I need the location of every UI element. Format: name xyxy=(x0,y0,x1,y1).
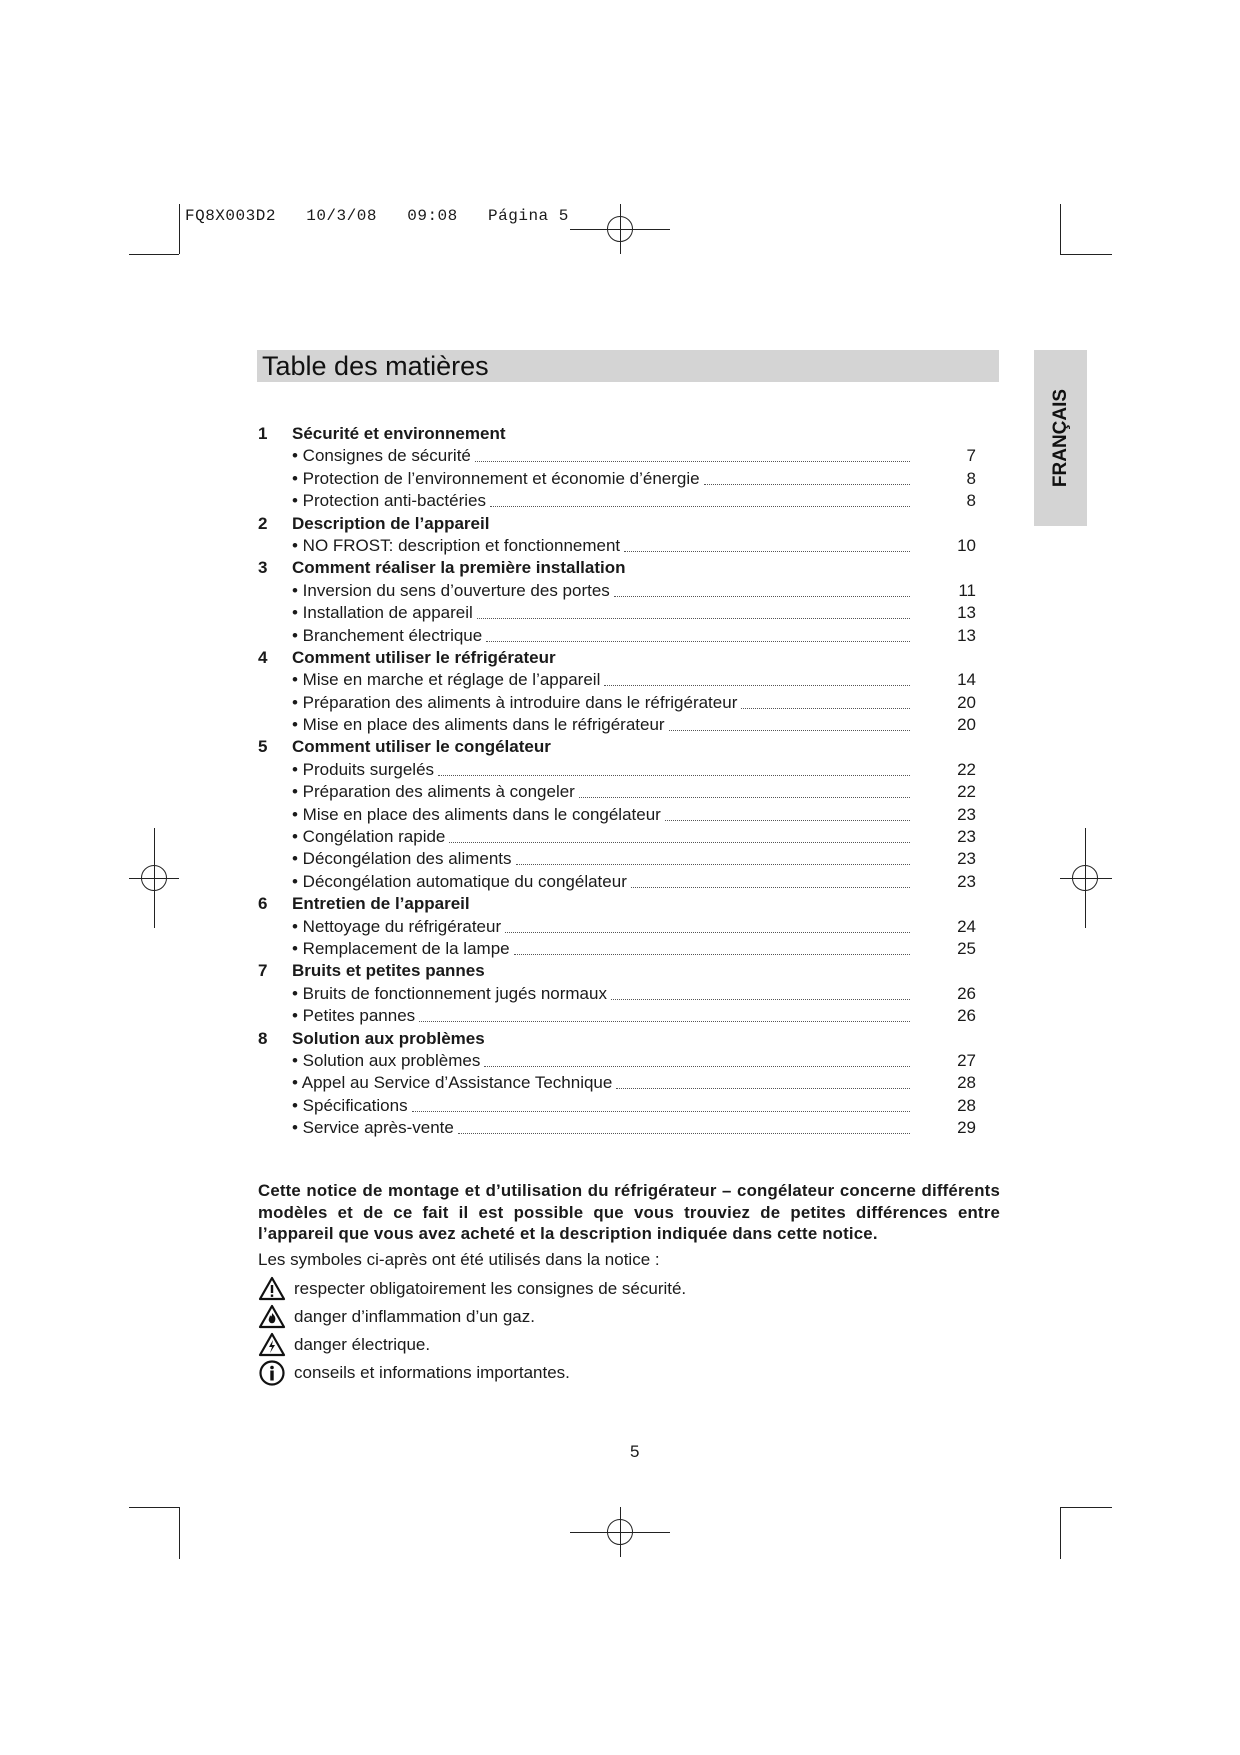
toc-entry-page: 26 xyxy=(957,983,976,1003)
toc-entry-page: 11 xyxy=(958,580,976,600)
dot-leader xyxy=(490,490,910,507)
language-tab-label: FRANÇAIS xyxy=(1049,388,1071,488)
toc-entry-page: 7 xyxy=(966,446,976,466)
section-title: Comment utiliser le congélateur xyxy=(292,737,551,757)
toc-entry-page: 25 xyxy=(957,938,976,958)
toc-entry-label: • Protection anti-bactéries xyxy=(292,491,486,511)
dot-leader xyxy=(419,1005,910,1022)
toc-section xyxy=(258,557,986,647)
toc-entry-page: 28 xyxy=(957,1095,976,1115)
symbols-intro: Les symboles ci-après ont été utilisés dans la notice : xyxy=(258,1250,660,1269)
section-title: Description de l’appareil xyxy=(292,513,490,533)
toc-entry xyxy=(258,938,986,960)
section-title: Solution aux problèmes xyxy=(292,1028,485,1048)
section-number: 7 xyxy=(258,961,268,981)
toc-entry-label: • Mise en place des aliments dans le congélateur xyxy=(292,804,661,824)
toc-entry-label: • Protection de l’environnement et économie d’énergie xyxy=(292,468,700,488)
toc-entry-label: • Inversion du sens d’ouverture des portes xyxy=(292,580,610,600)
toc-entry-page: 8 xyxy=(966,491,976,511)
section-number: 1 xyxy=(258,424,268,443)
toc-entry-label: • Bruits de fonctionnement jugés normaux xyxy=(292,983,607,1003)
toc-entry-page: 27 xyxy=(957,1050,976,1070)
dot-leader xyxy=(579,781,910,798)
toc-entry xyxy=(258,983,986,1005)
toc-entry-page: 22 xyxy=(957,782,976,802)
title-bar xyxy=(257,350,999,382)
toc-entry xyxy=(258,580,986,602)
dot-leader xyxy=(741,692,910,709)
toc-entry xyxy=(258,490,986,512)
symbol-text: respecter obligatoirement les consignes de sécurité. xyxy=(294,1279,687,1298)
toc-entry xyxy=(258,535,986,557)
toc-entry xyxy=(258,848,986,870)
toc-entry xyxy=(258,1095,986,1117)
dot-leader xyxy=(665,804,910,821)
toc-entry-page: 26 xyxy=(957,1006,976,1026)
toc-entry-label: • Installation de appareil xyxy=(292,603,473,623)
toc-entry-label: • Préparation des aliments à congeler xyxy=(292,782,575,802)
dot-leader xyxy=(475,445,910,462)
electric-warning-icon xyxy=(258,1332,286,1358)
toc-entry xyxy=(258,1005,986,1027)
section-title: Sécurité et environnement xyxy=(292,424,506,443)
section-number: 5 xyxy=(258,737,268,757)
dot-leader xyxy=(477,602,910,619)
toc-entry-label: • Petites pannes xyxy=(292,1006,416,1026)
toc-entry-label: • Décongélation automatique du congélateur xyxy=(292,871,627,891)
toc-entry-page: 22 xyxy=(957,759,976,779)
section-title: Entretien de l’appareil xyxy=(292,894,470,914)
toc-entry xyxy=(258,692,986,714)
toc-section-heading xyxy=(258,1028,986,1050)
symbol-row xyxy=(258,1332,430,1358)
toc-entry-page: 10 xyxy=(957,535,976,555)
section-title: Comment réaliser la première installation xyxy=(292,558,626,578)
toc-entry-label: • Décongélation des aliments xyxy=(292,849,512,869)
toc-entry xyxy=(258,602,986,624)
dot-leader xyxy=(624,535,910,552)
toc-entry-page: 23 xyxy=(957,871,976,891)
toc-section xyxy=(258,423,986,513)
toc-entry-page: 23 xyxy=(957,849,976,869)
toc-section xyxy=(258,513,986,558)
toc-section-heading xyxy=(258,513,986,535)
dot-leader xyxy=(616,1072,910,1089)
toc-section-heading xyxy=(258,736,986,758)
toc-entry xyxy=(258,871,986,893)
toc-entry xyxy=(258,759,986,781)
toc-entry-label: • Préparation des aliments à introduire dans le réfrigérateur xyxy=(292,692,738,712)
toc-section-heading xyxy=(258,960,986,982)
toc-entry-page: 23 xyxy=(957,804,976,824)
warning-triangle-icon xyxy=(258,1276,286,1302)
dot-leader xyxy=(614,580,910,597)
toc-entry-label: • Service après-vente xyxy=(292,1118,454,1138)
print-slug: FQ8X003D2 10/3/08 09:08 Página 5 xyxy=(185,207,569,225)
toc-entry xyxy=(258,1117,986,1139)
toc-section xyxy=(258,736,986,893)
dot-leader xyxy=(505,916,910,933)
toc-entry xyxy=(258,781,986,803)
toc-entry-label: • Solution aux problèmes xyxy=(292,1050,481,1070)
toc-section xyxy=(258,960,986,1027)
toc-entry-page: 20 xyxy=(957,692,976,712)
section-number: 3 xyxy=(258,558,268,578)
toc-section xyxy=(258,1028,986,1140)
toc-entry xyxy=(258,916,986,938)
symbol-text: danger électrique. xyxy=(294,1335,431,1354)
dot-leader xyxy=(514,938,910,955)
page-number: 5 xyxy=(630,1442,640,1461)
dot-leader xyxy=(438,759,910,776)
toc-entry-page: 29 xyxy=(957,1118,976,1138)
toc-entry-label: • Spécifications xyxy=(292,1095,408,1115)
toc-entry-page: 8 xyxy=(966,468,976,488)
toc-entry xyxy=(258,804,986,826)
toc-entry-page: 13 xyxy=(957,625,976,645)
notice-paragraph: Cette notice de montage et d’utilisation du réfrigérateur – congélateur concerne différents modèles et de ce fait il est possible que vous trouviez de petites différences entre l’appareil que vous avez acheté et la description indiquée dans cette notice. xyxy=(258,1181,1000,1243)
toc-entry xyxy=(258,714,986,736)
dot-leader xyxy=(669,714,910,731)
toc-entry xyxy=(258,826,986,848)
toc-entry-page: 23 xyxy=(957,827,976,847)
toc-section-heading xyxy=(258,557,986,579)
toc-entry-label: • Appel au Service d’Assistance Technique xyxy=(292,1073,613,1093)
table-of-contents xyxy=(258,423,986,1140)
toc-entry xyxy=(258,1072,986,1094)
toc-entry-page: 14 xyxy=(957,670,976,690)
flame-warning-icon xyxy=(258,1304,286,1330)
dot-leader xyxy=(484,1050,910,1067)
toc-entry xyxy=(258,445,986,467)
dot-leader xyxy=(631,871,910,888)
toc-entry-page: 24 xyxy=(957,916,976,936)
symbol-text: danger d’inflammation d’un gaz. xyxy=(294,1307,535,1326)
symbol-row xyxy=(258,1304,535,1330)
dot-leader xyxy=(704,468,910,485)
symbol-row xyxy=(258,1360,570,1386)
toc-entry-page: 28 xyxy=(957,1073,976,1093)
dot-leader xyxy=(486,625,910,642)
toc-entry-page: 20 xyxy=(957,715,976,735)
toc-section-heading xyxy=(258,893,986,915)
section-number: 4 xyxy=(258,647,268,667)
toc-entry-page: 13 xyxy=(957,603,976,623)
toc-entry-label: • Remplacement de la lampe xyxy=(292,938,510,958)
toc-entry xyxy=(258,625,986,647)
dot-leader xyxy=(611,983,910,1000)
toc-entry xyxy=(258,669,986,691)
toc-section xyxy=(258,647,986,737)
toc-entry-label: • Mise en place des aliments dans le réfrigérateur xyxy=(292,715,665,735)
toc-entry-label: • Consignes de sécurité xyxy=(292,446,471,466)
toc-entry-label: • Produits surgelés xyxy=(292,759,435,779)
section-number: 8 xyxy=(258,1028,268,1048)
section-number: 6 xyxy=(258,894,268,914)
toc-entry xyxy=(258,468,986,490)
section-number: 2 xyxy=(258,513,268,533)
page-title: Table des matières xyxy=(262,351,489,381)
toc-entry-label: • Branchement électrique xyxy=(292,625,483,645)
language-tab xyxy=(1034,350,1087,526)
symbol-text: conseils et informations importantes. xyxy=(294,1363,570,1382)
toc-section xyxy=(258,893,986,960)
toc-entry xyxy=(258,1050,986,1072)
toc-entry-label: • Congélation rapide xyxy=(292,827,446,847)
dot-leader xyxy=(458,1117,910,1134)
symbol-row xyxy=(258,1276,686,1302)
toc-section-heading xyxy=(258,647,986,669)
toc-entry-label: • Mise en marche et réglage de l’appareil xyxy=(292,670,601,690)
dot-leader xyxy=(516,848,910,865)
section-title: Comment utiliser le réfrigérateur xyxy=(292,647,556,667)
dot-leader xyxy=(412,1095,910,1112)
toc-entry-label: • Nettoyage du réfrigérateur xyxy=(292,916,502,936)
section-title: Bruits et petites pannes xyxy=(292,961,485,981)
toc-entry-label: • NO FROST: description et fonctionnement xyxy=(292,535,621,555)
dot-leader xyxy=(604,669,910,686)
info-icon xyxy=(258,1360,286,1386)
toc-section-heading xyxy=(258,423,986,445)
dot-leader xyxy=(449,826,910,843)
